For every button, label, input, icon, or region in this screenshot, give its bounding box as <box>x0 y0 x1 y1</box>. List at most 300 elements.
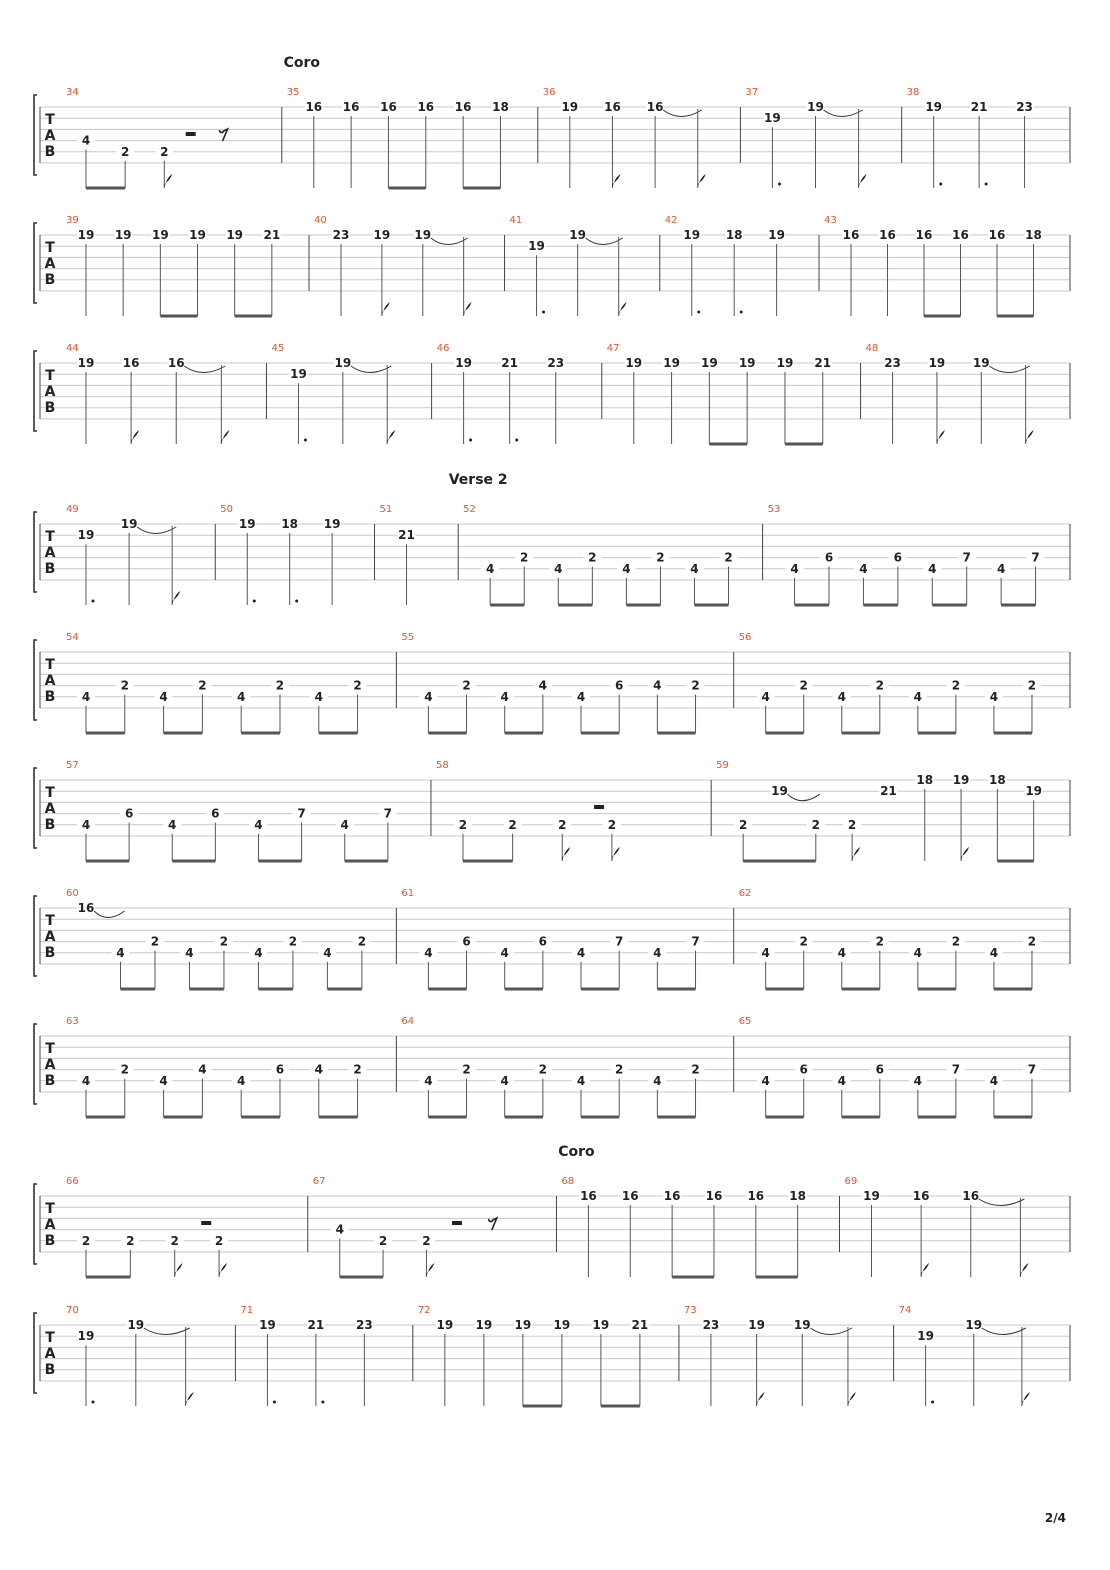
tie-arc <box>351 366 391 373</box>
fret-number: 6 <box>875 1062 884 1077</box>
fret-number: 16 <box>842 228 860 242</box>
fret-number: 2 <box>691 678 700 693</box>
fret-number: 2 <box>81 1233 91 1248</box>
dot <box>939 183 942 186</box>
fret-number: 2 <box>951 678 961 693</box>
fret-number: 4 <box>237 689 246 704</box>
fret-number: 18 <box>789 1189 807 1203</box>
fret-number: 4 <box>761 689 770 704</box>
half-rest <box>452 1221 462 1225</box>
tie-arc <box>137 527 176 534</box>
tab-clef-letter: T <box>45 368 55 384</box>
measure <box>413 1305 649 1406</box>
fret-number: 19 <box>475 1318 493 1332</box>
fret-number: 16 <box>122 356 140 370</box>
fret-number: 16 <box>705 1189 723 1203</box>
fret-number: 2 <box>160 144 169 159</box>
measure-number: 49 <box>66 504 79 515</box>
measure <box>432 343 565 444</box>
dot <box>985 183 988 186</box>
fret-number: 18 <box>1025 228 1042 242</box>
section-label: Coro <box>283 55 321 71</box>
fret-number: 2 <box>875 678 884 693</box>
tab-clef-letter: B <box>44 1362 56 1378</box>
fret-number: 4 <box>335 1222 344 1237</box>
measure <box>66 87 228 188</box>
fret-number: 19 <box>127 1318 145 1332</box>
fret-number: 23 <box>884 356 901 370</box>
measure-number: 56 <box>738 632 752 643</box>
fret-number: 2 <box>120 1062 129 1077</box>
measure <box>66 1176 228 1277</box>
fret-number: 2 <box>219 934 229 949</box>
fret-number: 4 <box>340 817 349 832</box>
measure <box>66 1305 194 1406</box>
measure <box>375 504 416 605</box>
fret-number: 16 <box>167 356 185 370</box>
measure-number: 38 <box>906 87 920 98</box>
fret-number: 4 <box>761 1073 770 1088</box>
measure <box>505 215 627 316</box>
fret-number: 4 <box>837 1073 846 1088</box>
system-bracket <box>34 1313 37 1393</box>
fret-number: 4 <box>424 945 433 960</box>
dot <box>295 600 298 603</box>
tab-clef-letter: A <box>44 1346 56 1362</box>
fret-number: 4 <box>254 945 263 960</box>
measure-number: 41 <box>509 215 523 226</box>
fret-number: 21 <box>501 356 519 370</box>
staff-systems <box>34 55 1070 1406</box>
tab-clef-letter: A <box>44 673 56 689</box>
dot <box>92 600 95 603</box>
fret-number: 16 <box>952 228 969 242</box>
fret-number: 19 <box>748 1318 765 1332</box>
eighth-flag <box>757 1392 765 1406</box>
measure-number: 70 <box>66 1305 79 1316</box>
measure <box>556 1144 806 1277</box>
fret-number: 19 <box>1025 784 1043 799</box>
measure-number: 35 <box>286 87 300 98</box>
fret-number: 6 <box>275 1062 285 1077</box>
fret-number: 19 <box>114 228 132 242</box>
dot <box>697 311 700 314</box>
fret-number: 21 <box>880 784 897 799</box>
fret-number: 19 <box>528 239 545 254</box>
fret-number: 16 <box>747 1189 765 1203</box>
eighth-flag <box>1026 430 1034 444</box>
tab-clef-letter: T <box>45 657 55 673</box>
measure-number: 66 <box>66 1176 79 1187</box>
staff-system <box>34 760 1070 861</box>
fret-number: 2 <box>951 934 961 949</box>
eighth-flag <box>612 847 620 861</box>
tie-arc <box>663 110 702 117</box>
dot <box>92 1401 95 1404</box>
eighth-flag <box>921 1263 929 1277</box>
fret-number: 4 <box>790 561 799 576</box>
eighth-flag <box>186 1392 194 1406</box>
eighth-flag <box>859 174 867 188</box>
half-rest <box>201 1221 211 1225</box>
measure-number: 42 <box>664 215 678 226</box>
tab-clef-letter: A <box>44 1057 56 1073</box>
dot <box>740 311 743 314</box>
fret-number: 4 <box>116 945 125 960</box>
fret-number: 6 <box>462 934 471 949</box>
fret-number: 6 <box>615 678 624 693</box>
fret-number: 4 <box>538 678 548 693</box>
fret-number: 19 <box>764 111 781 126</box>
fret-number: 2 <box>607 817 617 832</box>
eighth-flag <box>612 174 620 188</box>
measure-number: 48 <box>865 343 879 354</box>
fret-number: 2 <box>520 550 529 565</box>
fret-number: 2 <box>422 1233 431 1248</box>
fret-number: 2 <box>288 934 298 949</box>
fret-number: 7 <box>691 934 700 949</box>
fret-number: 16 <box>912 1189 930 1203</box>
fret-number: 21 <box>970 100 988 114</box>
fret-number: 19 <box>238 517 256 531</box>
eighth-flag <box>937 430 945 444</box>
measure-number: 60 <box>66 888 79 899</box>
measure <box>66 888 371 989</box>
fret-number: 4 <box>486 561 495 576</box>
fret-number: 6 <box>124 806 134 821</box>
eighth-rest <box>220 129 228 141</box>
tie-arc <box>431 238 468 245</box>
measure <box>894 1305 1030 1406</box>
fret-number: 4 <box>314 689 323 704</box>
dot <box>304 439 307 442</box>
fret-number: 4 <box>928 561 937 576</box>
fret-number: 23 <box>547 356 565 370</box>
tab-clef-letter: T <box>45 1041 55 1057</box>
fret-number: 21 <box>631 1318 649 1332</box>
fret-number: 2 <box>875 934 884 949</box>
fret-number: 2 <box>799 934 808 949</box>
fret-number: 16 <box>77 901 95 915</box>
measure <box>266 343 395 444</box>
measure-number: 68 <box>561 1176 575 1187</box>
fret-number: 4 <box>500 689 509 704</box>
measure-number: 63 <box>66 1016 79 1027</box>
fret-number: 4 <box>159 1073 168 1088</box>
fret-number: 19 <box>965 1318 983 1332</box>
fret-number: 2 <box>508 817 517 832</box>
eighth-flag <box>221 430 229 444</box>
fret-number: 16 <box>663 1189 681 1203</box>
fret-number: 19 <box>514 1318 532 1332</box>
staff-system <box>34 215 1070 316</box>
fret-number: 19 <box>863 1189 880 1203</box>
fret-number: 7 <box>1027 1062 1037 1077</box>
fret-number: 4 <box>761 945 770 960</box>
fret-number: 16 <box>454 100 472 114</box>
fret-number: 2 <box>847 817 857 832</box>
fret-number: 4 <box>424 689 433 704</box>
eighth-flag <box>382 302 390 316</box>
tab-clef-letter: T <box>45 785 55 801</box>
fret-number: 19 <box>701 356 718 370</box>
eighth-flag <box>1022 1392 1030 1406</box>
tab-clef-letter: B <box>44 272 56 288</box>
measure-number: 51 <box>379 504 393 515</box>
fret-number: 7 <box>962 550 971 565</box>
measure-number: 62 <box>738 888 752 899</box>
measure <box>819 215 1042 316</box>
fret-number: 4 <box>576 1073 586 1088</box>
measure-number: 54 <box>66 632 79 643</box>
fret-number: 4 <box>653 1073 662 1088</box>
measure <box>396 888 704 989</box>
dot <box>515 439 518 442</box>
fret-number: 19 <box>928 356 946 370</box>
fret-number: 2 <box>558 817 567 832</box>
fret-number: 2 <box>170 1233 179 1248</box>
measure <box>734 632 1041 733</box>
fret-number: 4 <box>500 1073 509 1088</box>
eighth-flag <box>426 1263 434 1277</box>
tab-clef-letter: A <box>44 256 56 272</box>
fret-number: 16 <box>380 100 397 114</box>
staff-system <box>34 1144 1070 1277</box>
fret-number: 16 <box>305 100 323 114</box>
measure-number: 58 <box>435 760 449 771</box>
measure-number: 39 <box>66 215 79 226</box>
fret-number: 16 <box>646 100 664 114</box>
fret-number: 2 <box>353 678 362 693</box>
fret-number: 4 <box>622 561 631 576</box>
measure-number: 47 <box>606 343 620 354</box>
measure-number: 73 <box>683 1305 697 1316</box>
section-label: Verse 2 <box>448 472 508 488</box>
fret-number: 4 <box>653 678 662 693</box>
fret-number: 19 <box>290 367 307 382</box>
fret-number: 2 <box>1027 678 1037 693</box>
fret-number: 19 <box>259 1318 276 1332</box>
system-bracket <box>34 223 37 303</box>
fret-number: 6 <box>893 550 903 565</box>
eighth-flag <box>698 174 706 188</box>
fret-number: 2 <box>353 1062 362 1077</box>
fret-number: 4 <box>913 1073 923 1088</box>
fret-number: 19 <box>569 228 586 242</box>
measure <box>235 1305 373 1406</box>
fret-number: 4 <box>576 689 586 704</box>
fret-number: 4 <box>81 133 91 148</box>
eighth-flag <box>562 847 570 861</box>
fret-number: 19 <box>771 784 788 799</box>
fret-number: 16 <box>342 100 360 114</box>
measure <box>734 1016 1041 1117</box>
tab-clef-letter: B <box>44 561 56 577</box>
fret-number: 2 <box>357 934 367 949</box>
fret-number: 19 <box>455 356 472 370</box>
fret-number: 2 <box>538 1062 548 1077</box>
tie-arc <box>184 366 225 373</box>
staff-system <box>34 1016 1070 1117</box>
fret-number: 16 <box>962 1189 980 1203</box>
dot <box>778 183 781 186</box>
measure <box>308 1176 497 1277</box>
tab-clef-letter: T <box>45 1201 55 1217</box>
fret-number: 4 <box>989 945 999 960</box>
measure-number: 74 <box>898 1305 912 1316</box>
measure-number: 34 <box>66 87 79 98</box>
fret-number: 19 <box>77 1329 95 1344</box>
fret-number: 19 <box>683 228 701 242</box>
measure <box>538 87 706 188</box>
measure <box>66 760 397 861</box>
fret-number: 19 <box>793 1318 811 1332</box>
fret-number: 19 <box>807 100 824 114</box>
measure-number: 67 <box>312 1176 326 1187</box>
tab-clef-letter: T <box>45 1330 55 1346</box>
measure-number: 57 <box>66 760 79 771</box>
system-bracket <box>34 896 37 976</box>
eighth-flag <box>175 1263 183 1277</box>
measure <box>396 632 704 733</box>
fret-number: 23 <box>332 228 350 242</box>
fret-number: 6 <box>538 934 548 949</box>
eighth-flag <box>164 174 172 188</box>
measure-number: 59 <box>716 760 729 771</box>
fret-number: 16 <box>580 1189 597 1203</box>
fret-number: 4 <box>254 817 263 832</box>
tab-clef-letter: A <box>44 545 56 561</box>
fret-number: 2 <box>458 817 468 832</box>
fret-number: 2 <box>691 1062 700 1077</box>
fret-number: 19 <box>77 528 95 543</box>
tab-clef-letter: A <box>44 384 56 400</box>
tie-arc <box>94 911 124 918</box>
fret-number: 4 <box>989 1073 999 1088</box>
fret-number: 19 <box>663 356 680 370</box>
measure-number: 46 <box>436 343 450 354</box>
fret-number: 2 <box>724 550 733 565</box>
tab-clef-letter: T <box>45 913 55 929</box>
staff-system <box>34 888 1070 989</box>
fret-number: 16 <box>879 228 896 242</box>
fret-number: 2 <box>150 934 160 949</box>
system-bracket <box>34 768 37 848</box>
fret-number: 4 <box>837 945 846 960</box>
fret-number: 19 <box>925 100 943 114</box>
fret-number: 6 <box>824 550 834 565</box>
dot <box>542 311 545 314</box>
fret-number: 16 <box>417 100 435 114</box>
fret-number: 2 <box>1027 934 1037 949</box>
fret-number: 2 <box>799 678 808 693</box>
fret-number: 2 <box>588 550 597 565</box>
fret-number: 19 <box>738 356 756 370</box>
eighth-flag <box>219 1263 227 1277</box>
measure-number: 69 <box>844 1176 858 1187</box>
fret-number: 2 <box>615 1062 624 1077</box>
measure <box>861 343 1034 444</box>
measure <box>449 472 738 605</box>
fret-number: 4 <box>913 689 923 704</box>
fret-number: 4 <box>168 817 177 832</box>
fret-number: 16 <box>621 1189 639 1203</box>
fret-number: 23 <box>356 1318 373 1332</box>
system-bracket <box>34 1184 37 1264</box>
measure <box>763 504 1045 605</box>
fret-number: 2 <box>462 1062 471 1077</box>
measure <box>431 760 621 861</box>
tie-arc <box>982 1328 1026 1335</box>
measure-number: 44 <box>66 343 79 354</box>
measure <box>734 888 1041 989</box>
page-number: 2/4 <box>1044 1511 1066 1525</box>
fret-number: 4 <box>653 945 662 960</box>
fret-number: 2 <box>378 1233 388 1248</box>
system-bracket <box>34 512 37 592</box>
eighth-flag <box>1020 1263 1028 1277</box>
eighth-flag <box>619 302 627 316</box>
system-bracket <box>34 95 37 175</box>
staff-system <box>34 632 1070 733</box>
tab-clef-letter: A <box>44 929 56 945</box>
tie-arc <box>989 366 1029 373</box>
tie-arc <box>586 238 623 245</box>
tab-clef-letter: T <box>45 240 55 256</box>
fret-number: 16 <box>604 100 621 114</box>
fret-number: 21 <box>307 1318 325 1332</box>
fret-number: 19 <box>189 228 206 242</box>
tab-clef-letter: B <box>44 817 56 833</box>
fret-number: 19 <box>120 517 138 531</box>
eighth-flag <box>387 430 395 444</box>
fret-number: 4 <box>859 561 868 576</box>
measure <box>396 1016 704 1117</box>
dot <box>273 1401 276 1404</box>
measure <box>711 760 1043 861</box>
measure <box>66 632 367 733</box>
fret-number: 6 <box>211 806 220 821</box>
measure-number: 53 <box>767 504 781 515</box>
fret-number: 4 <box>185 945 194 960</box>
eighth-flag <box>848 1392 856 1406</box>
measure <box>740 87 866 188</box>
eighth-flag <box>961 847 969 861</box>
half-rest <box>186 132 196 136</box>
fret-number: 19 <box>436 1318 454 1332</box>
fret-number: 19 <box>972 356 990 370</box>
fret-number: 4 <box>314 1062 323 1077</box>
fret-number: 19 <box>414 228 432 242</box>
tab-clef-letter: B <box>44 1073 56 1089</box>
half-rest <box>594 805 604 809</box>
measure-number: 43 <box>824 215 837 226</box>
fret-number: 2 <box>275 678 285 693</box>
tie-arc <box>810 1328 852 1335</box>
tab-clef-letter: B <box>44 1233 56 1249</box>
tab-clef-letter: T <box>45 112 55 128</box>
system-bracket <box>34 351 37 431</box>
fret-number: 21 <box>398 528 415 543</box>
fret-number: 18 <box>916 773 934 787</box>
fret-number: 4 <box>323 945 332 960</box>
tie-arc <box>787 794 819 801</box>
eighth-flag <box>131 430 139 444</box>
fret-number: 19 <box>323 517 341 531</box>
fret-number: 19 <box>77 356 95 370</box>
measure <box>282 55 510 188</box>
fret-number: 4 <box>989 689 999 704</box>
